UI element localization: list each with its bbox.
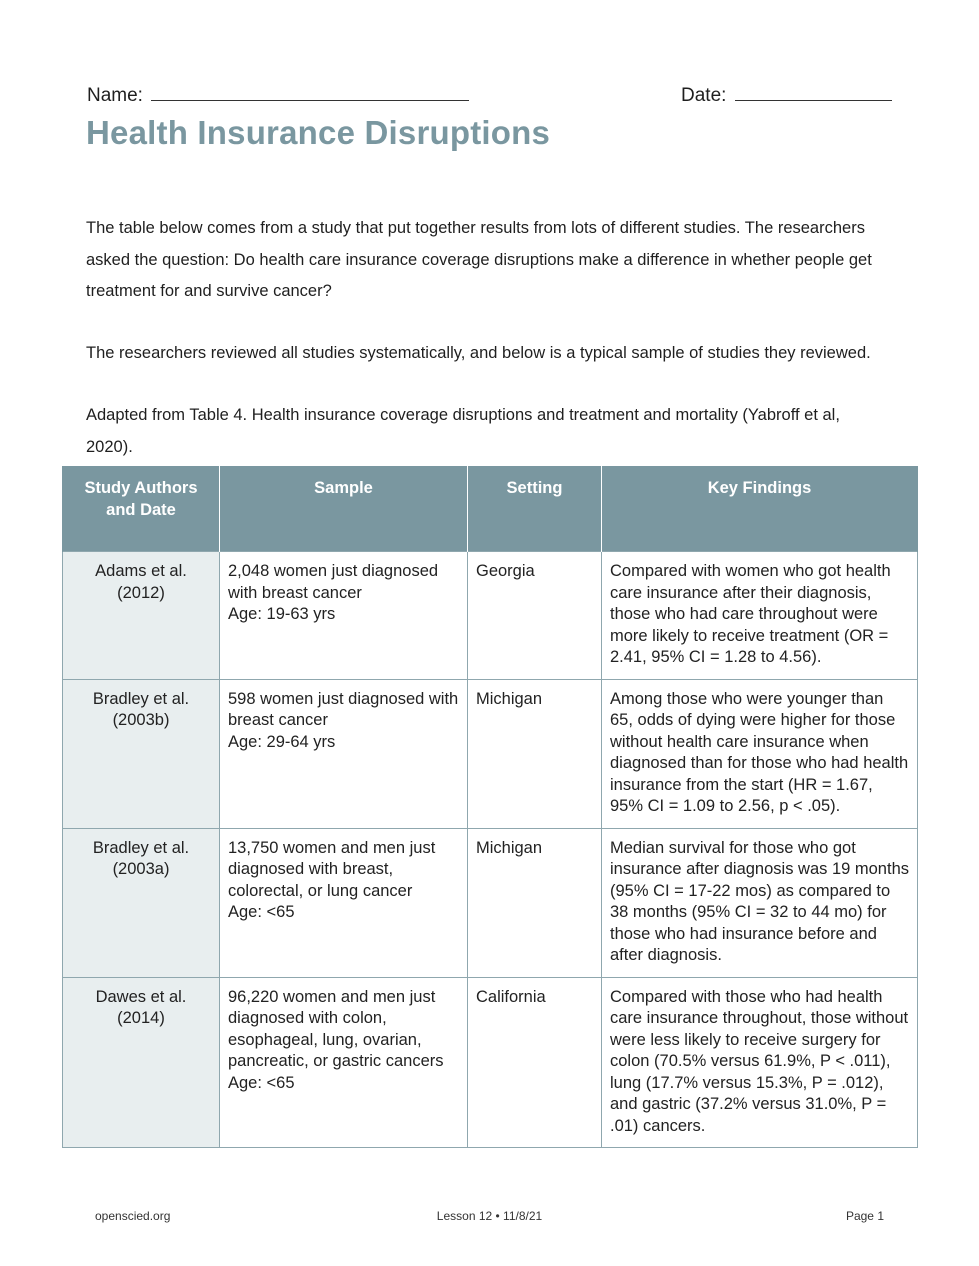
intro-paragraph-2: The researchers reviewed all studies systematically, and below is a typical sample of studies they reviewed.: [86, 344, 871, 362]
table-row: [63, 977, 918, 1148]
sample-cell: [220, 552, 468, 680]
name-label: Name:: [87, 85, 143, 106]
sample-description: 13,750 women and men just diagnosed with breast, colorectal, or lung cancer: [228, 838, 436, 900]
sample-age: Age: <65: [228, 1073, 295, 1092]
footer-page-number: Page 1: [845, 1209, 884, 1223]
study-author: Dawes et al.: [95, 987, 187, 1006]
setting-cell: Georgia: [468, 552, 602, 680]
sample-age: Age: 19-63 yrs: [228, 605, 336, 623]
sample-cell: [220, 679, 468, 828]
intro-paragraph-3: Adapted from Table 4. Health insurance coverage disruptions and treatment and mortality (Yabroff et al, 2020).: [86, 406, 840, 456]
study-author-cell: [63, 552, 220, 680]
header-study-authors: Study Authors and Date: [63, 467, 220, 552]
sample-description: 2,048 women just diagnosed with breast cancer: [228, 562, 439, 602]
date-blank-line[interactable]: [735, 82, 892, 101]
study-author: Adams et al.: [95, 562, 187, 580]
footer-site-link[interactable]: openscied.org: [95, 1209, 171, 1223]
date-label: Date:: [681, 85, 727, 106]
sample-cell: [220, 977, 468, 1148]
sample-description: 96,220 women and men just diagnosed with colon, esophageal, lung, ovarian, pancreatic, or gastric cancers: [228, 987, 444, 1070]
sample-cell: [220, 828, 468, 977]
sample-description: 598 women just diagnosed with breast cancer: [228, 689, 459, 729]
header-setting: Setting: [468, 467, 602, 552]
study-year: (2003b): [112, 711, 170, 729]
table-header-row: [63, 467, 918, 552]
study-year: (2014): [117, 1009, 165, 1027]
key-findings-cell: Median survival for those who got insurance after diagnosis was 19 months (95% CI = 17-22 mos) as compared to 38 months (95% CI = 32 to 44 mo) for those who had insurance before and after diagnosis.: [602, 828, 918, 977]
intro-paragraph-1: The table below comes from a study that put together results from lots of different studies. The researchers asked the question: Do health care insurance coverage disruptions make a difference in whether people get treatment for and survive cancer?: [86, 219, 872, 300]
table-row: [63, 552, 918, 680]
setting-cell: Michigan: [468, 828, 602, 977]
study-findings-table: [62, 466, 918, 1148]
table-row: [63, 828, 918, 977]
key-findings-cell: Compared with women who got health care insurance after their diagnosis, those who had care throughout were more likely to receive treatment (OR = 2.41, 95% CI = 1.28 to 4.56).: [602, 552, 918, 680]
sample-age: Age: <65: [228, 903, 295, 921]
table-row: [63, 679, 918, 828]
footer-lesson-info: Lesson 12 • 11/8/21: [436, 1209, 543, 1223]
study-author-cell: [63, 977, 220, 1148]
key-findings-cell: Compared with those who had health care insurance throughout, those without were less likely to receive surgery for colon (70.5% versus 61.9%, P < .011), lung (17.7% versus 15.3%, P = .012), and gastric (37.2% versus 31.0%, P = .01) cancers.: [602, 977, 918, 1148]
study-year: (2003a): [112, 860, 170, 878]
header-sample: Sample: [220, 467, 468, 552]
name-field-row: [87, 82, 469, 107]
header-key-findings: Key Findings: [602, 467, 918, 552]
study-author-cell: [63, 679, 220, 828]
study-author: Bradley et al.: [92, 689, 190, 708]
page-title: Health Insurance Disruptions: [86, 114, 551, 151]
setting-cell: California: [468, 977, 602, 1148]
name-blank-line[interactable]: [151, 82, 469, 101]
study-year: (2012): [117, 583, 165, 602]
date-field-row: [681, 82, 892, 107]
study-author: Bradley et al.: [92, 838, 190, 857]
key-findings-cell: Among those who were younger than 65, odds of dying were higher for those without health care insurance when diagnosed than for those who had health insurance from the start (HR = 1.67, 95% CI = 1.09 to 2.56, p < .05).: [602, 679, 918, 828]
study-author-cell: [63, 828, 220, 977]
setting-cell: Michigan: [468, 679, 602, 828]
sample-age: Age: 29-64 yrs: [228, 732, 336, 751]
